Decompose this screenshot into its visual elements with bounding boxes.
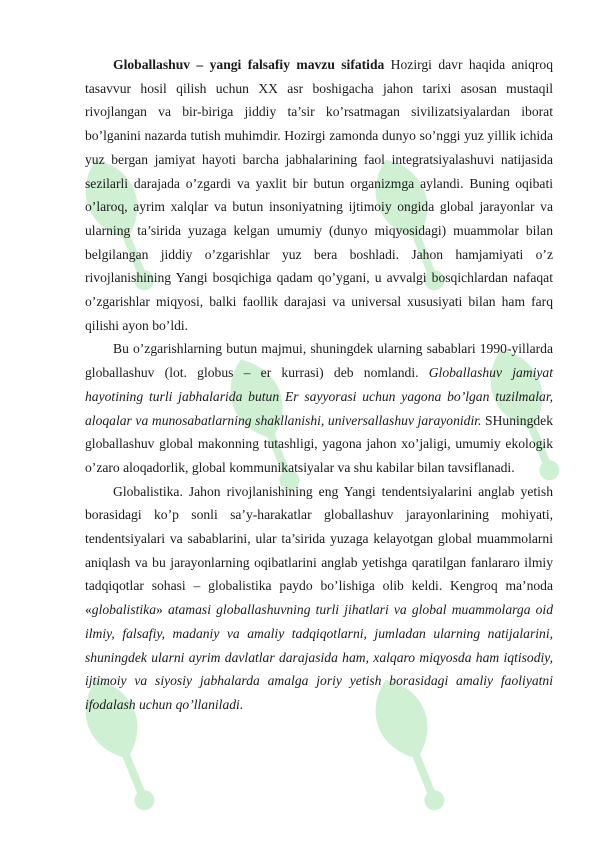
paragraph-globallashuv <box>85 53 553 337</box>
definition-italic: Globallashuv jamiyat hayotining turli jabhalarida butun Er sayyorasi uchun yagona bo’lgan tuzilmalar, aloqalar va munosabatlarning shakllanishi, universallashuv jarayonidir. <box>85 365 553 428</box>
document-body <box>85 53 553 717</box>
paragraph-text: Bu o’zgarishlarning butun majmui, shuningdek ularning sabablari 1990-yillarda globallashuv (lot. globus – er kurrasi) deb nomlandi. <box>85 341 553 381</box>
paragraph-text: Hozirgi davr haqida aniqroq tasavvur hosil qilish uchun XX asr boshigacha jahon tarixi asosan mustaqil rivojlangan va bir-biriga jiddiy ta’sir ko’rsatmagan sivilizatsiyalardan iborat bo’lganini nazarda tutish muhimdir. Hozirgi zamonda dunyo so’nggi yuz yillik ichida yuz bergan jamiyat hayoti barcha jabhalarining faol integratsiyalashuvi natijasida sezilarli darajada o’zgardi va yaxlit bir butun organizmga aylandi. Buning oqibati o’laroq, ayrim xalqlar va butun insoniyatning ijtimoiy ongida global jarayonlar va ularning ta’sirida yuzaga kelgan umumiy (dunyo miqyosidagi) muammolar bilan belgilangan jiddiy o’zgarishlar yuz bera boshladi. Jahon hamjamiyati o’z rivojlanishining Yangi bosqichiga qadam qo’ygani, u avvalgi bosqichlardan nafaqat o’zgarishlar miqyosi, balki faollik darajasi va universal xususiyati bilan ham farq qilishi ayon bo’ldi. <box>85 57 553 333</box>
term-italic: globalistika <box>91 602 156 618</box>
paragraph-definition <box>85 337 553 479</box>
paragraph-text: SHuningdek globallashuv global makonning tutashligi, yagona jahon xo’jaligi, umumiy ekologik o’zaro aloqadorlik, global kommunikatsiyalar va shu kabilar bilan tavsiflanadi. <box>85 412 553 475</box>
section-heading-inline: Globallashuv – yangi falsafiy mavzu sifatida <box>113 57 385 72</box>
paragraph-text: » <box>156 602 168 618</box>
paragraph-text: Globalistika. Jahon rivojlanishining eng Yangi tendentsiyalarini anglab yetish borasidagi ko’p sonli sa’y-harakatlar globallashuv jarayonlarining mohiyati, tendentsiyalari va sabablarini, ular ta’sirida yuzaga kelayotgan global muammolarni aniqlash va bu jarayonlarning oqibatlarini anglab yetishga qaratilgan fanlararo ilmiy tadqiqotlar sohasi – globalistika paydo bo’lishiga olib keldi. Kengroq ma’noda « <box>85 483 553 618</box>
definition-italic: atamasi globallashuvning turli jihatlari va global muammolarga oid ilmiy, falsafiy, madaniy va amaliy tadqiqotlarni, jumladan ularning natijalarini, shuningdek ularni ayrim davlatlar darajasida ham, xalqaro miqyosda ham iqtisodiy, ijtimoiy va siyosiy jabhalarda amalga joriy yetish borasidagi amaliy faoliyatni ifodalash uchun qo’llaniladi. <box>85 602 553 712</box>
paragraph-globalistika <box>85 480 553 717</box>
